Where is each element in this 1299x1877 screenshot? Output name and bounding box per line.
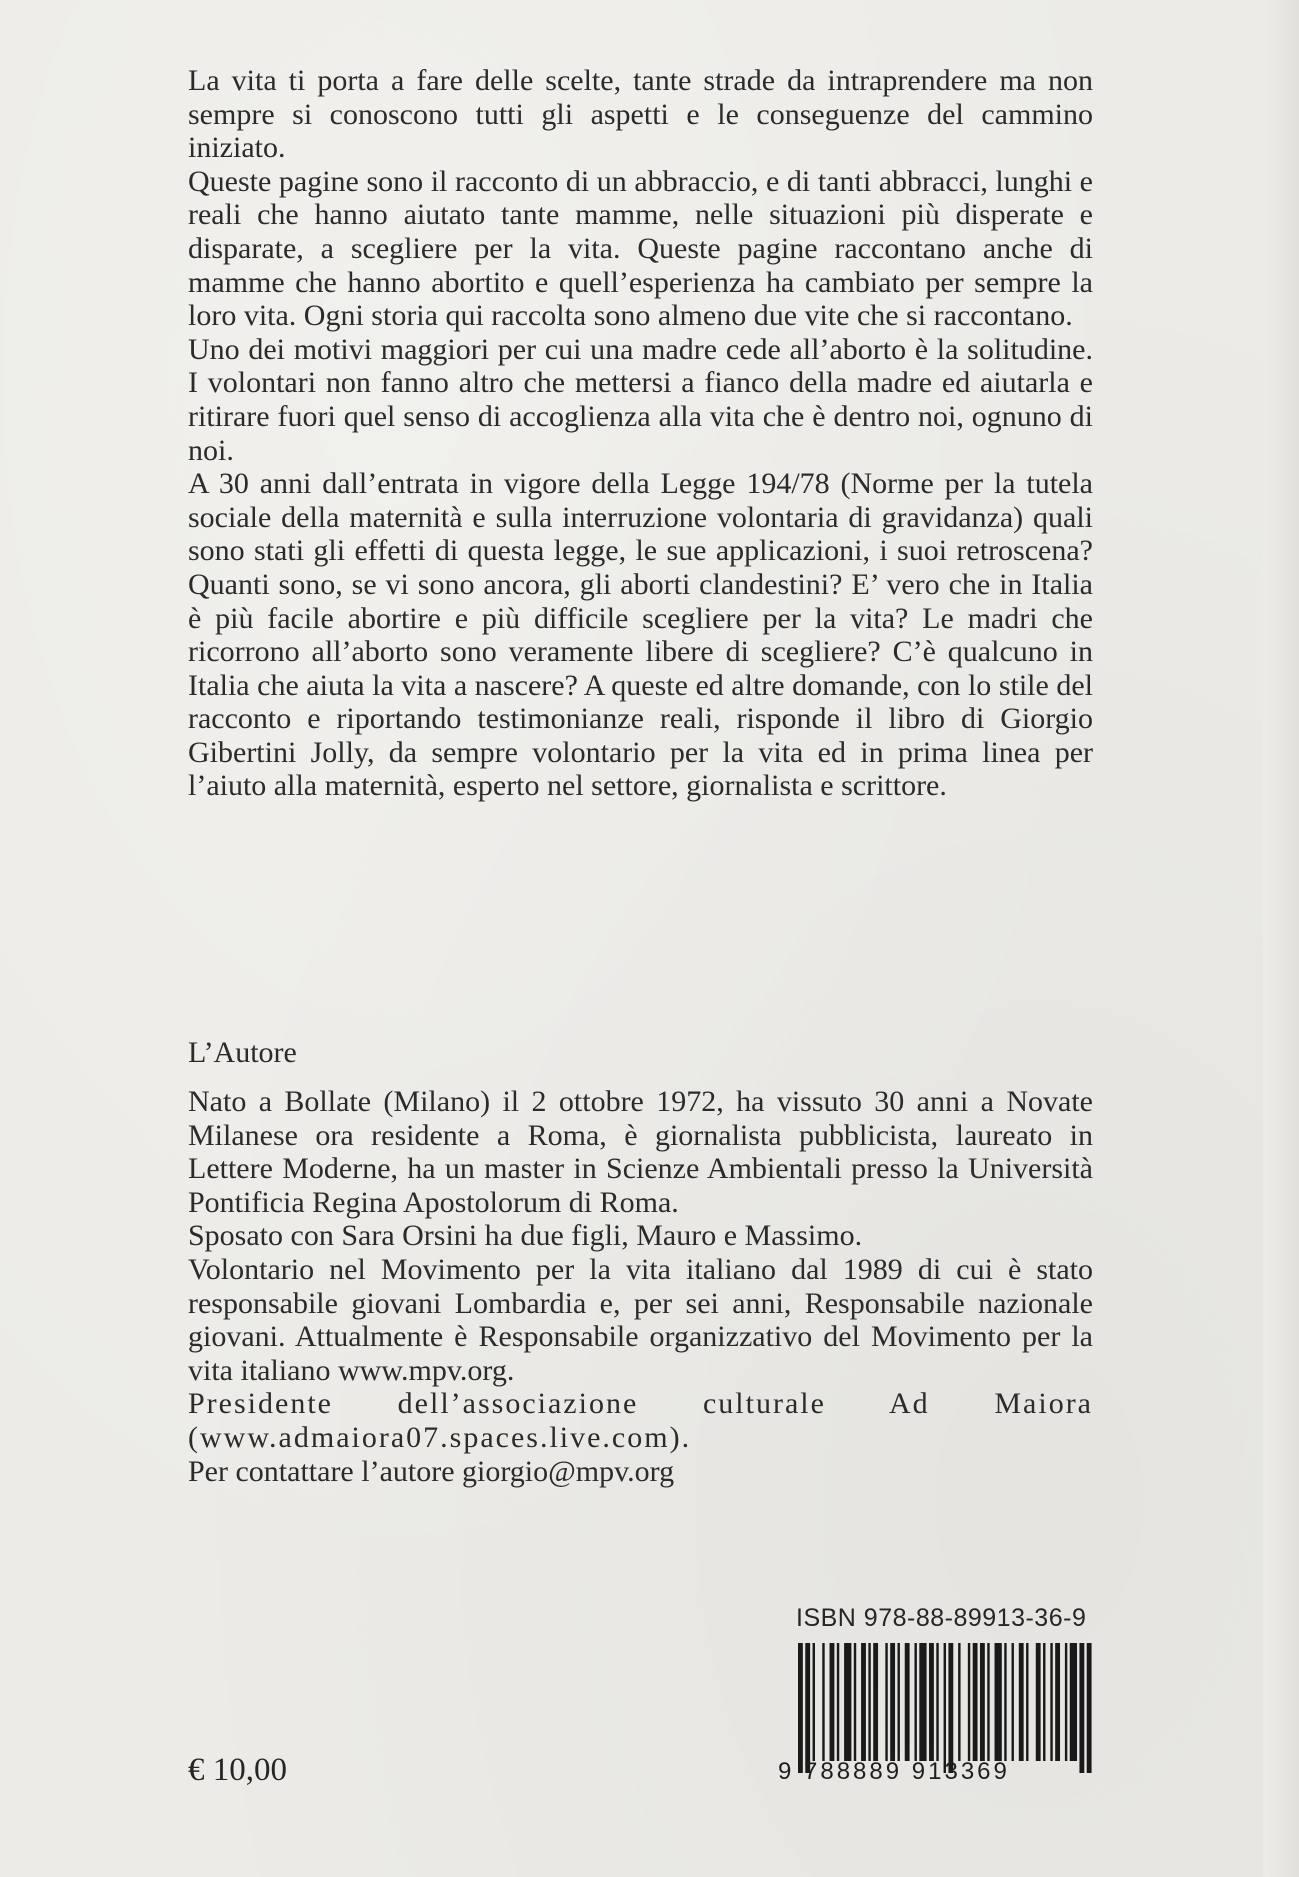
author-bio [188,1085,1093,1488]
barcode-bar [1026,1643,1028,1761]
author-bio-paragraph-2: Sposato con Sara Orsini ha due figli, Mauro e Massimo. [188,1219,863,1253]
synopsis-paragraph-1: La vita ti porta a fare delle scelte, tante strade da intraprendere ma non sempre si conoscono tutti gli aspetti e le conseguenze del cammino iniziato. [188,64,1093,165]
barcode-bar [1055,1643,1060,1761]
barcode-bar [861,1643,866,1761]
barcode-bar [987,1643,989,1761]
synopsis-paragraph-2: Queste pagine sono il racconto di un abbraccio, e di tanti abbracci, lunghi e reali che hanno aiutato tante mamme, nelle situazioni più disperate e disparate, a scegliere per la vita. Queste pagine raccontano anche di mamme che hanno abortito e quell’esperienza ha cambiato per sempre la loro vita. Ogni storia qui raccolta sono almeno due vite che si raccontano. [188,164,1093,333]
barcode-bar [905,1643,910,1761]
barcode-bar [844,1643,851,1761]
synopsis [188,64,1093,803]
barcode-bar [1004,1643,1006,1761]
barcode-bar [958,1643,960,1761]
barcode-bar [798,1643,803,1773]
synopsis-paragraph-4: A 30 anni dall’entrata in vigore della Legge 194/78 (Norme per la tutela sociale della maternità e sulla interruzione volontaria di gravidanza) quali sono stati gli effetti di questa legge, le sue applicazioni, i suoi retroscena? Quanti sono, se vi sono ancora, gli aborti clandestini? E’ vero che in Italia è più facile abortire e più difficile scegliere per la vita? Le madri che ricorrono all’aborto sono veramente libere di scegliere? C’è qualcuno in Italia che aiuta la vita a nascere? A queste ed altre domande, con lo stile del racconto e riportando testimonianze reali, risponde il libro di Giorgio Gibertini Jolly, da sempre volontario per la vita ed in prima linea per l’aiuto alla maternità, esperto nel settore, giornalista e scrittore. [188,467,1093,803]
barcode-bar [929,1643,934,1761]
author-bio-paragraph-3: Volontario nel Movimento per la vita italiano dal 1989 di cui è stato responsabile giovani Lombardia e, per sei anni, Responsabile nazionale giovani. Attualmente è Responsabile organizzativo del Movimento per la vita italiano www.mpv.org. [188,1252,1093,1387]
barcode-bar [885,1643,887,1761]
barcode-bar [897,1643,899,1761]
author-bio-paragraph-5: Per contattare l’autore giorgio@mpv.org [188,1454,675,1488]
barcode-bar [1087,1643,1092,1773]
barcode-digits: 9 788889 913369 [778,1758,1010,1785]
barcode-bar [1019,1643,1024,1761]
price: € 10,00 [188,1752,287,1788]
barcode-bar [1065,1643,1067,1761]
barcode-bar [1079,1643,1084,1773]
barcode-bar [805,1643,810,1773]
isbn-label: ISBN 978-88-89913-36-9 [796,1604,1087,1632]
author-heading: L’Autore [188,1036,297,1069]
barcode-bar [830,1643,835,1761]
author-bio-paragraph-4: Presidente dell’associazione culturale Ad Maiora (www.admaiora07.spaces.live.com). [188,1387,1093,1454]
barcode-bar [914,1643,916,1761]
barcode-bar [873,1643,878,1761]
author-bio-paragraph-1: Nato a Bollate (Milano) il 2 ottobre 1972, ha vissuto 30 anni a Novate Milanese ora residente a Roma, è giornalista pubblicista, laureato in Lettere Moderne, ha un master in Scienze Ambientali presso la Università Pontificia Regina Apostolorum di Roma. [188,1085,1093,1219]
barcode-bar [980,1643,985,1761]
barcode-bar [948,1643,953,1773]
barcode-bar [854,1643,856,1761]
barcode-bar [973,1643,978,1761]
barcode-bar [995,1643,1002,1761]
barcode-bar [1043,1643,1045,1761]
barcode-bar [1050,1643,1052,1761]
synopsis-paragraph-3: Uno dei motivi maggiori per cui una madre cede all’aborto è la solitudine. I volontari non fanno altro che mettersi a fianco della madre ed aiutarla e ritirare fuori quel senso di accoglienza alla vita che è dentro noi, ognuno di noi. [188,332,1093,467]
barcode-bar [1070,1643,1077,1761]
barcode-bar [813,1643,815,1761]
barcode-bar [936,1643,938,1761]
cover-edge [1263,0,1299,1877]
barcode-bar [968,1643,970,1761]
barcode-bar [890,1643,895,1761]
barcode-bar [868,1643,870,1761]
barcode-bar [837,1643,839,1761]
barcode-bar [1012,1643,1014,1761]
barcode [798,1643,1094,1773]
barcode-bar [822,1643,824,1761]
barcode-bar [919,1643,926,1761]
barcode-bar [1036,1643,1041,1761]
barcode-bar [944,1643,946,1773]
